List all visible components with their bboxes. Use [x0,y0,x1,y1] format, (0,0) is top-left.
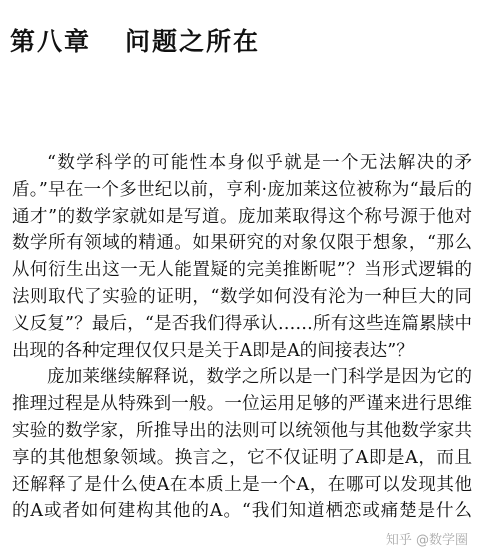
chapter-number: 第八章 [10,27,92,56]
paragraph-2: 庞加莱继续解释说，数学之所以是一门科学是因为它的推理过程是从特殊到一般。一位运用足够的严谨来进行思维实验的数学家，所推导出的法则可以统领他与其他数学家共享的其他想象领域。换言之，它不仅证明了A即是A，而且还解释了是什么使A在本质上是一个A，在哪可以发现其他的A或者如何建构其他的A。“我们知道栖恋或痛楚是什么 [12,367,472,522]
chapter-title: 问题之所在 [125,27,261,56]
chapter-body [12,150,472,525]
source-watermark: 知乎 @数学圈 [385,533,468,548]
paragraph-1: “数学科学的可能性本身似乎就是一个无法解决的矛盾。”早在一个多世纪以前，亨利·庞加莱这位被称为“最后的通才”的数学家就如是写道。庞加莱取得这个称号源于他对数学所有领域的精通。如果研究的对象仅限于想象，“那么从何衍生出这一无人能置疑的完美推断呢”？当形式逻辑的法则取代了实验的证明，“数学如何没有沦为一种巨大的同义反复”？最后，“是否我们得承认……所有这些连篇累牍中出现的各种定理仅仅只是关于A即是A的间接表达”？ [12,153,472,361]
chapter-heading [10,22,260,58]
